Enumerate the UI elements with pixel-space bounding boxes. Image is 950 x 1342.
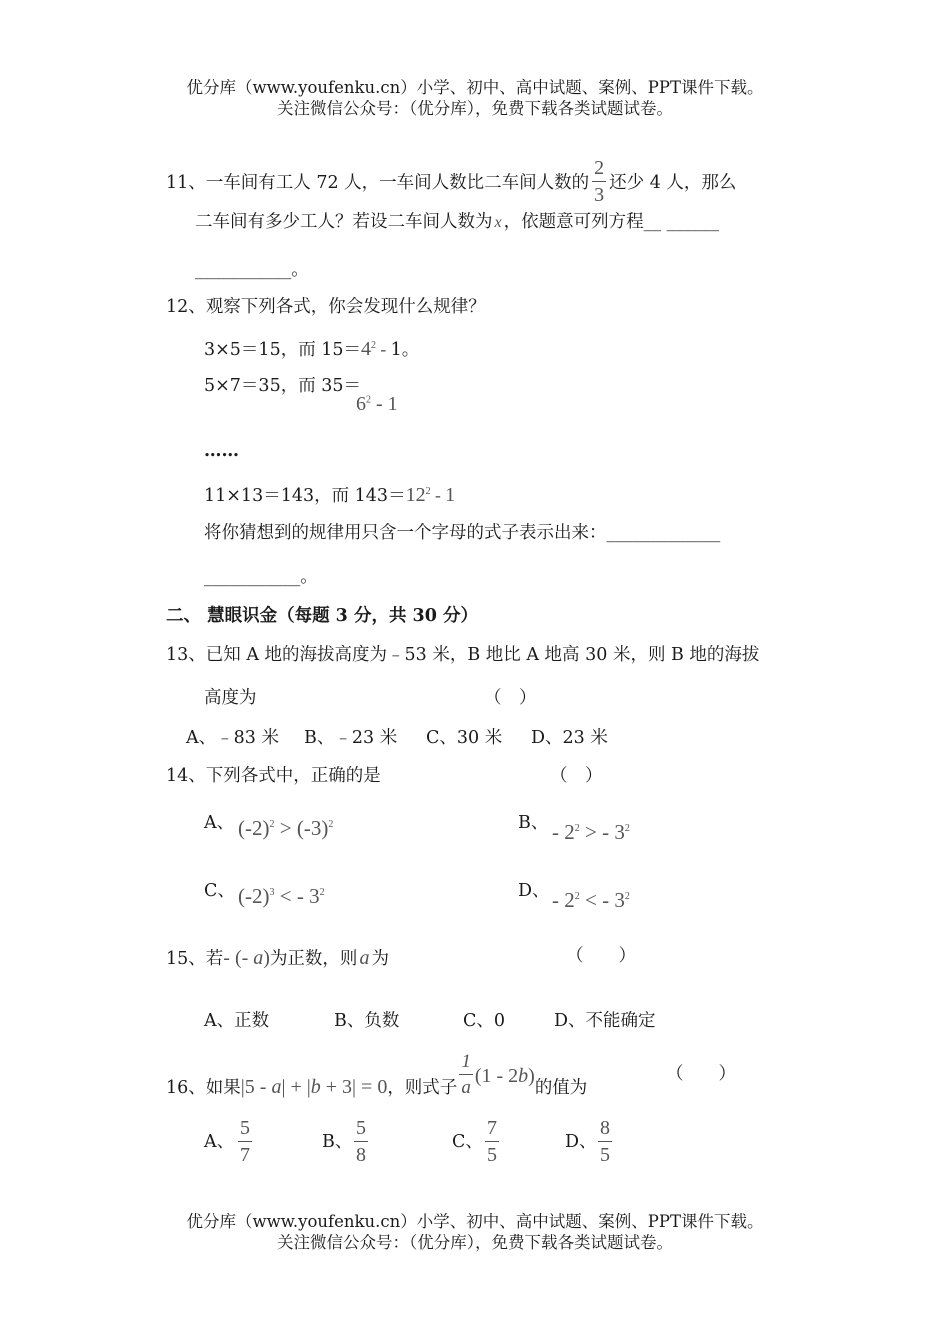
q12-stem: 12、观察下列各式，你会发现什么规律？ bbox=[166, 297, 486, 317]
q12-row-2 bbox=[204, 378, 361, 396]
q11-line-2 bbox=[195, 214, 719, 232]
q15-option-a: A、正数 bbox=[204, 1011, 270, 1031]
q15-option-d: D、不能确定 bbox=[554, 1011, 656, 1031]
q16-stem-2: ，则式子 bbox=[387, 1078, 458, 1098]
q12-r3-tail: 1 bbox=[445, 484, 456, 506]
q12-row-3: 11×13＝143，而 $143=12^2 - 1$ bbox=[204, 484, 456, 506]
q12-dots: …… bbox=[204, 441, 239, 461]
q16-line bbox=[166, 1052, 587, 1097]
q15-paren: （ ） bbox=[566, 946, 636, 966]
q12-r2-text: 5×7＝35，而 35＝ bbox=[204, 376, 362, 396]
q16-option-c-frac bbox=[485, 1118, 499, 1165]
q11-part2: 还少 4 人，那么 bbox=[609, 173, 737, 193]
q15-option-c: C、0 bbox=[463, 1011, 506, 1031]
q14-option-c-label: C、 bbox=[204, 881, 235, 901]
q12-r2-tail: 1 bbox=[387, 393, 398, 415]
q16-c-num: 7 bbox=[487, 1117, 497, 1139]
q11-part1: 11、一车间有工人 72 人，一车间人数比二车间人数的 bbox=[166, 173, 590, 193]
q16-a-num: 5 bbox=[240, 1117, 250, 1139]
q12-r3-base: 12 bbox=[405, 484, 426, 506]
q16-a-den: 7 bbox=[240, 1144, 250, 1166]
q14-option-a-label: A、 bbox=[204, 813, 235, 833]
q16-d-num: 8 bbox=[600, 1117, 610, 1139]
q11-frac-num: 2 bbox=[594, 157, 605, 179]
footer-line-2: 关注微信公众号：（优分库），免费下载各类试题试卷。 bbox=[277, 1233, 673, 1252]
q16-frac: $\frac{1}{a}$ bbox=[461, 1051, 471, 1098]
q11-line2b: ，依题意可列方程__ ______ bbox=[503, 212, 720, 232]
q14-option-d-label: D、 bbox=[518, 881, 550, 901]
q15-stem-3: 为 bbox=[371, 949, 389, 969]
q14-option-a-expr: $(-2)^2 > (-3)^2$ bbox=[238, 816, 334, 840]
q16-b-num: 5 bbox=[356, 1117, 366, 1139]
q16-d-den: 5 bbox=[600, 1144, 610, 1166]
q16-abs-expr: |5 - a| + |b + 3| = 0 bbox=[240, 1076, 388, 1098]
q16-c-den: 5 bbox=[487, 1144, 497, 1166]
q14-paren: （ ） bbox=[550, 766, 603, 786]
q13-option-d: D、23 米 bbox=[531, 728, 608, 748]
q15-line bbox=[166, 948, 389, 969]
q16-option-c-label: C、 bbox=[452, 1132, 483, 1152]
q15-stem-2: 为正数，则 bbox=[269, 949, 358, 969]
q13-stem-2: 高度为 bbox=[204, 688, 257, 708]
q11-line-3: ___________。 bbox=[195, 260, 309, 280]
q16-option-a-frac bbox=[238, 1118, 252, 1165]
q14-stem: 14、下列各式中，正确的是 bbox=[166, 766, 381, 786]
q11-fraction bbox=[592, 158, 606, 205]
q11-frac-den: 3 bbox=[594, 184, 605, 206]
q14-option-b-expr: - $2^2$ > - $3^2$ bbox=[552, 820, 630, 844]
q15-option-b: B、负数 bbox=[334, 1011, 400, 1031]
q16-option-b-frac bbox=[354, 1118, 368, 1165]
q16-expr: (1 - 2b) bbox=[474, 1065, 535, 1087]
q16-b-den: 8 bbox=[356, 1144, 366, 1166]
header-line-1: 优分库（www.youfenku.cn）小学、初中、高中试题、案例、PPT课件下载。 bbox=[186, 78, 764, 97]
header-line-2: 关注微信公众号：（优分库），免费下载各类试题试卷。 bbox=[277, 99, 673, 118]
q16-option-a-label: A、 bbox=[204, 1132, 235, 1152]
q11-line-1 bbox=[166, 157, 737, 207]
q12-r3-text: 11×13＝143，而 143＝ bbox=[204, 486, 406, 506]
q15-var: a bbox=[359, 947, 370, 969]
section-2-title: 二、 慧眼识金（每题 3 分，共 30 分） bbox=[166, 606, 478, 626]
q13-option-b: B、﹣23 米 bbox=[304, 728, 398, 748]
footer-line-1: 优分库（www.youfenku.cn）小学、初中、高中试题、案例、PPT课件下载。 bbox=[186, 1212, 764, 1231]
q13-option-a: A、﹣83 米 bbox=[186, 728, 279, 748]
q12-r2-base: 6 bbox=[356, 393, 366, 415]
q16-stem-3: 的值为 bbox=[534, 1078, 588, 1098]
q14-option-c-expr: $(-2)^3$ < - $3^2$ bbox=[238, 884, 325, 908]
q16-option-b-label: B、 bbox=[322, 1132, 353, 1152]
q12-row-1: 3×5＝15，而 $15=4^2 - 1$。 bbox=[204, 338, 420, 360]
q16-option-d-frac bbox=[598, 1118, 612, 1165]
q16-option-d-label: D、 bbox=[565, 1132, 597, 1152]
q12-r1-tail: 1。 bbox=[390, 340, 420, 360]
q14-option-d-expr: - $2^2$ < - $3^2$ bbox=[552, 888, 630, 912]
q12-prompt-2: ___________。 bbox=[204, 567, 318, 587]
q13-paren: （ ） bbox=[484, 688, 537, 708]
q14-option-b-label: B、 bbox=[518, 813, 549, 833]
q13-option-c: C、30 米 bbox=[426, 728, 503, 748]
q12-r1-base: 4 bbox=[361, 338, 372, 360]
q13-stem: 13、已知 A 地的海拔高度为﹣53 米，B 地比 A 地高 30 米，则 B 地的海拔 bbox=[166, 645, 760, 665]
q15-expr: - (- a) bbox=[223, 947, 270, 969]
q16-paren: （ ） bbox=[666, 1064, 736, 1084]
q11-var: x bbox=[494, 214, 502, 231]
q15-stem-1: 15、若 bbox=[166, 949, 224, 969]
q16-stem-1: 16、如果 bbox=[166, 1078, 241, 1098]
q11-line2a: 二车间有多少工人？若设二车间人数为 bbox=[195, 212, 493, 232]
q12-prompt: 将你猜想到的规律用只含一个字母的式子表示出来：_____________ bbox=[204, 523, 721, 543]
q12-r2-expr: $6^2 - 1$ bbox=[356, 393, 398, 415]
q12-r1-text: 3×5＝15，而 15＝ bbox=[204, 340, 362, 360]
